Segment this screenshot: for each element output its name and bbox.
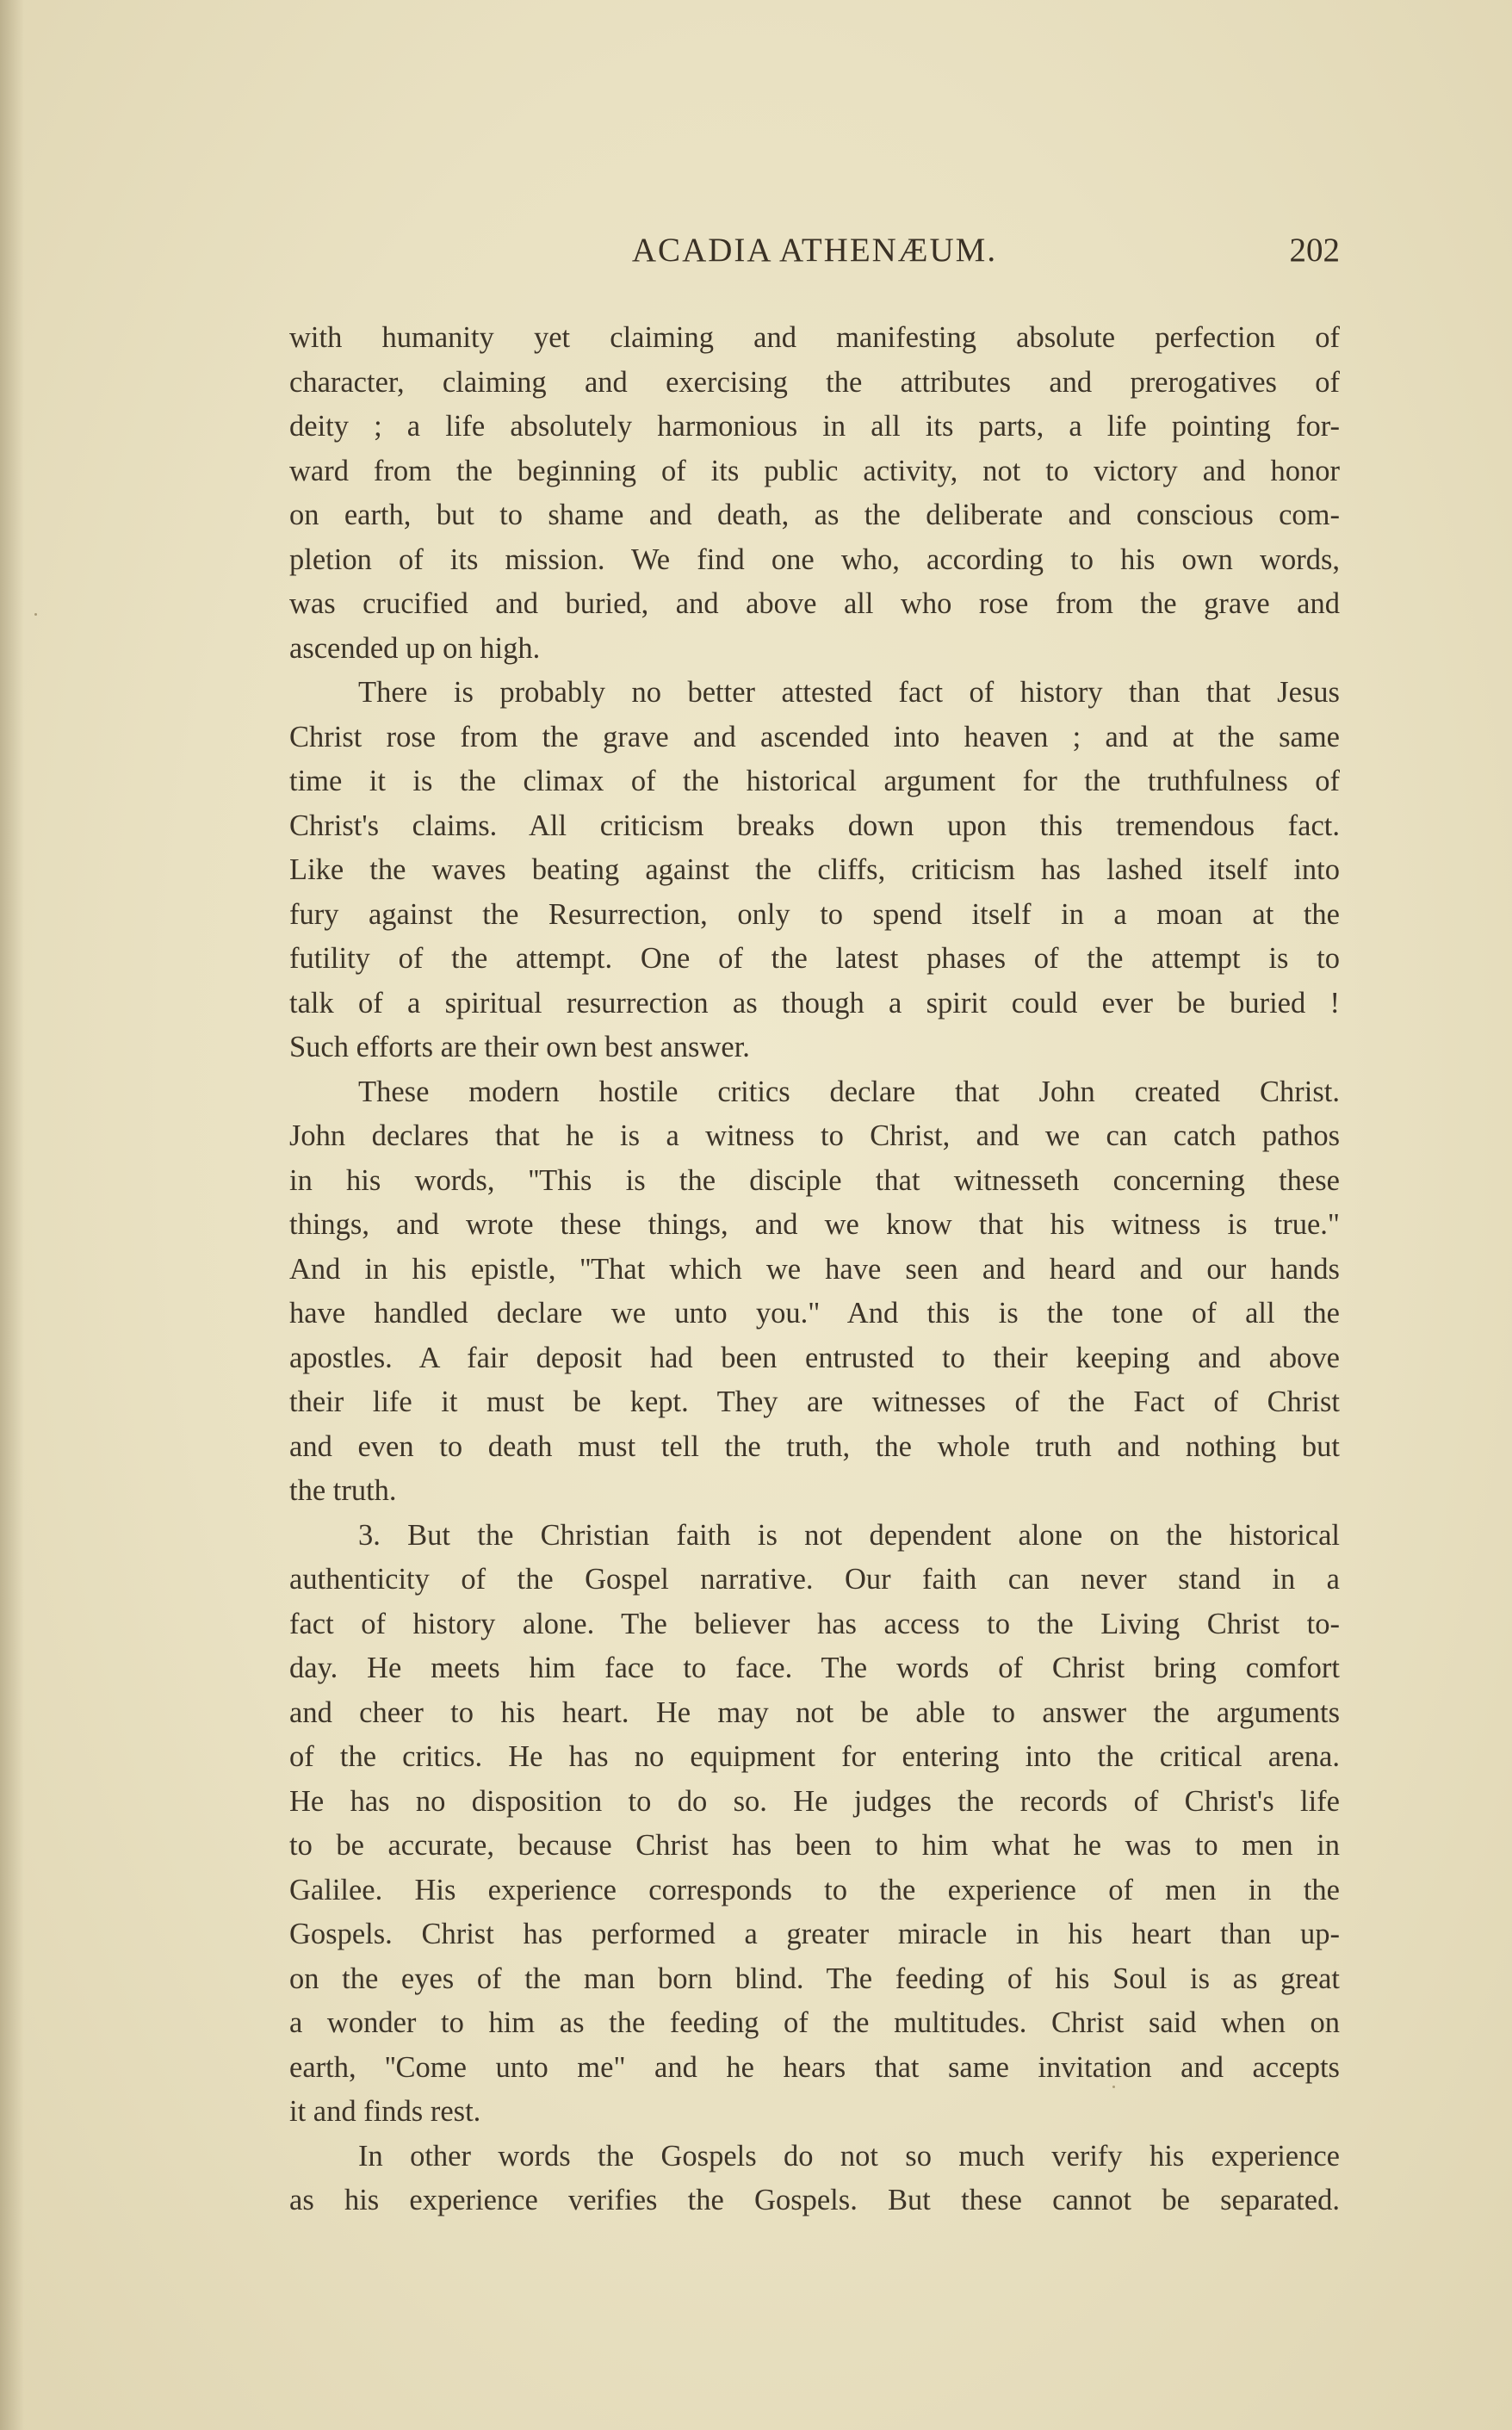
text-line: was crucified and buried, and above all who rose from the grave and: [289, 587, 1340, 620]
text-line: ascended up on high.: [289, 631, 541, 665]
text-line: Christ rose from the grave and ascended into heaven ; and at the same: [289, 720, 1340, 753]
text-line: a wonder to him as the feeding of the multitudes. Christ said when on: [289, 2006, 1340, 2039]
text-line: talk of a spiritual resurrection as though a spirit could ever be buried !: [289, 986, 1340, 1020]
text-line: Such efforts are their own best answer.: [289, 1031, 750, 1063]
paragraph-first-line: These modern hostile critics declare that John created Christ.: [358, 1075, 1340, 1108]
text-line: fury against the Resurrection, only to spend itself in a moan at the: [289, 897, 1340, 931]
text-line: ward from the beginning of its public activity, not to victory and honor: [289, 454, 1340, 487]
text-line: He has no disposition to do so. He judges the records of Christ's life: [289, 1784, 1340, 1818]
text-line: fact of history alone. The believer has access to the Living Christ to-: [289, 1607, 1340, 1640]
text-line: apostles. A fair deposit had been entrusted to their keeping and above: [289, 1341, 1340, 1374]
text-line: have handled declare we unto you." And this is the tone of all the: [289, 1297, 1340, 1330]
paragraph-first-line: 3. But the Christian faith is not dependent alone on the historical: [358, 1518, 1340, 1552]
paragraph-first-line: There is probably no better attested fact of history than that Jesus: [358, 676, 1340, 709]
journal-title: ACADIA ATHENÆUM.: [631, 232, 998, 269]
paper-speck: [34, 613, 37, 616]
page-number: 202: [1289, 232, 1340, 269]
text-line: with humanity yet claiming and manifesting absolute perfection of: [289, 321, 1340, 354]
text-line: on earth, but to shame and death, as the deliberate and conscious com-: [289, 499, 1340, 531]
text-line: authenticity of the Gospel narrative. Our faith can never stand in a: [289, 1563, 1340, 1596]
text-line: Like the waves beating against the cliffs, criticism has lashed itself into: [289, 853, 1340, 886]
text-line: on the eyes of the man born blind. The feeding of his Soul is as great: [289, 1962, 1340, 1995]
text-line: things, and wrote these things, and we know that his witness is true.": [289, 1208, 1340, 1241]
text-line: Christ's claims. All criticism breaks down upon this tremendous fact.: [289, 809, 1340, 842]
text-line: the truth.: [289, 1474, 397, 1507]
text-line: earth, ''Come unto me" and he hears that same invitation and accepts: [289, 2050, 1340, 2084]
paper-speck: [1112, 2086, 1115, 2088]
text-line: as his experience verifies the Gospels. But these cannot be separated.: [289, 2184, 1340, 2216]
text-line: deity ; a life absolutely harmonious in all its parts, a life pointing for-: [289, 410, 1340, 443]
text-line: it and finds rest.: [289, 2095, 481, 2128]
text-line: character, claiming and exercising the attributes and prerogatives of: [289, 365, 1340, 399]
text-line: and cheer to his heart. He may not be able to answer the arguments: [289, 1695, 1340, 1729]
text-line: pletion of its mission. We find one who, according to his own words,: [289, 542, 1340, 576]
text-line: and even to death must tell the truth, the whole truth and nothing but: [289, 1429, 1340, 1463]
running-head: [289, 231, 1340, 279]
text-line: And in his epistle, ''That which we have seen and heard and our hands: [289, 1252, 1340, 1286]
text-line: time it is the climax of the historical argument for the truthfulness of: [289, 765, 1340, 797]
paragraph-first-line: In other words the Gospels do not so much verify his experience: [358, 2139, 1340, 2173]
page-edge-shadow: [0, 0, 24, 2430]
text-line: in his words, ''This is the disciple that witnesseth concerning these: [289, 1163, 1340, 1197]
text-line: of the critics. He has no equipment for entering into the critical arena.: [289, 1740, 1340, 1773]
text-line: day. He meets him face to face. The words of Christ bring comfort: [289, 1652, 1340, 1684]
text-line: their life it must be kept. They are witnesses of the Fact of Christ: [289, 1385, 1340, 1418]
text-line: John declares that he is a witness to Christ, and we can catch pathos: [289, 1119, 1340, 1152]
text-line: to be accurate, because Christ has been to him what he was to men in: [289, 1829, 1340, 1862]
text-line: futility of the attempt. One of the latest phases of the attempt is to: [289, 942, 1340, 975]
body-text: [289, 316, 1340, 2223]
text-line: Gospels. Christ has performed a greater miracle in his heart than up-: [289, 1918, 1340, 1950]
text-line: Galilee. His experience corresponds to the experience of men in the: [289, 1873, 1340, 1906]
